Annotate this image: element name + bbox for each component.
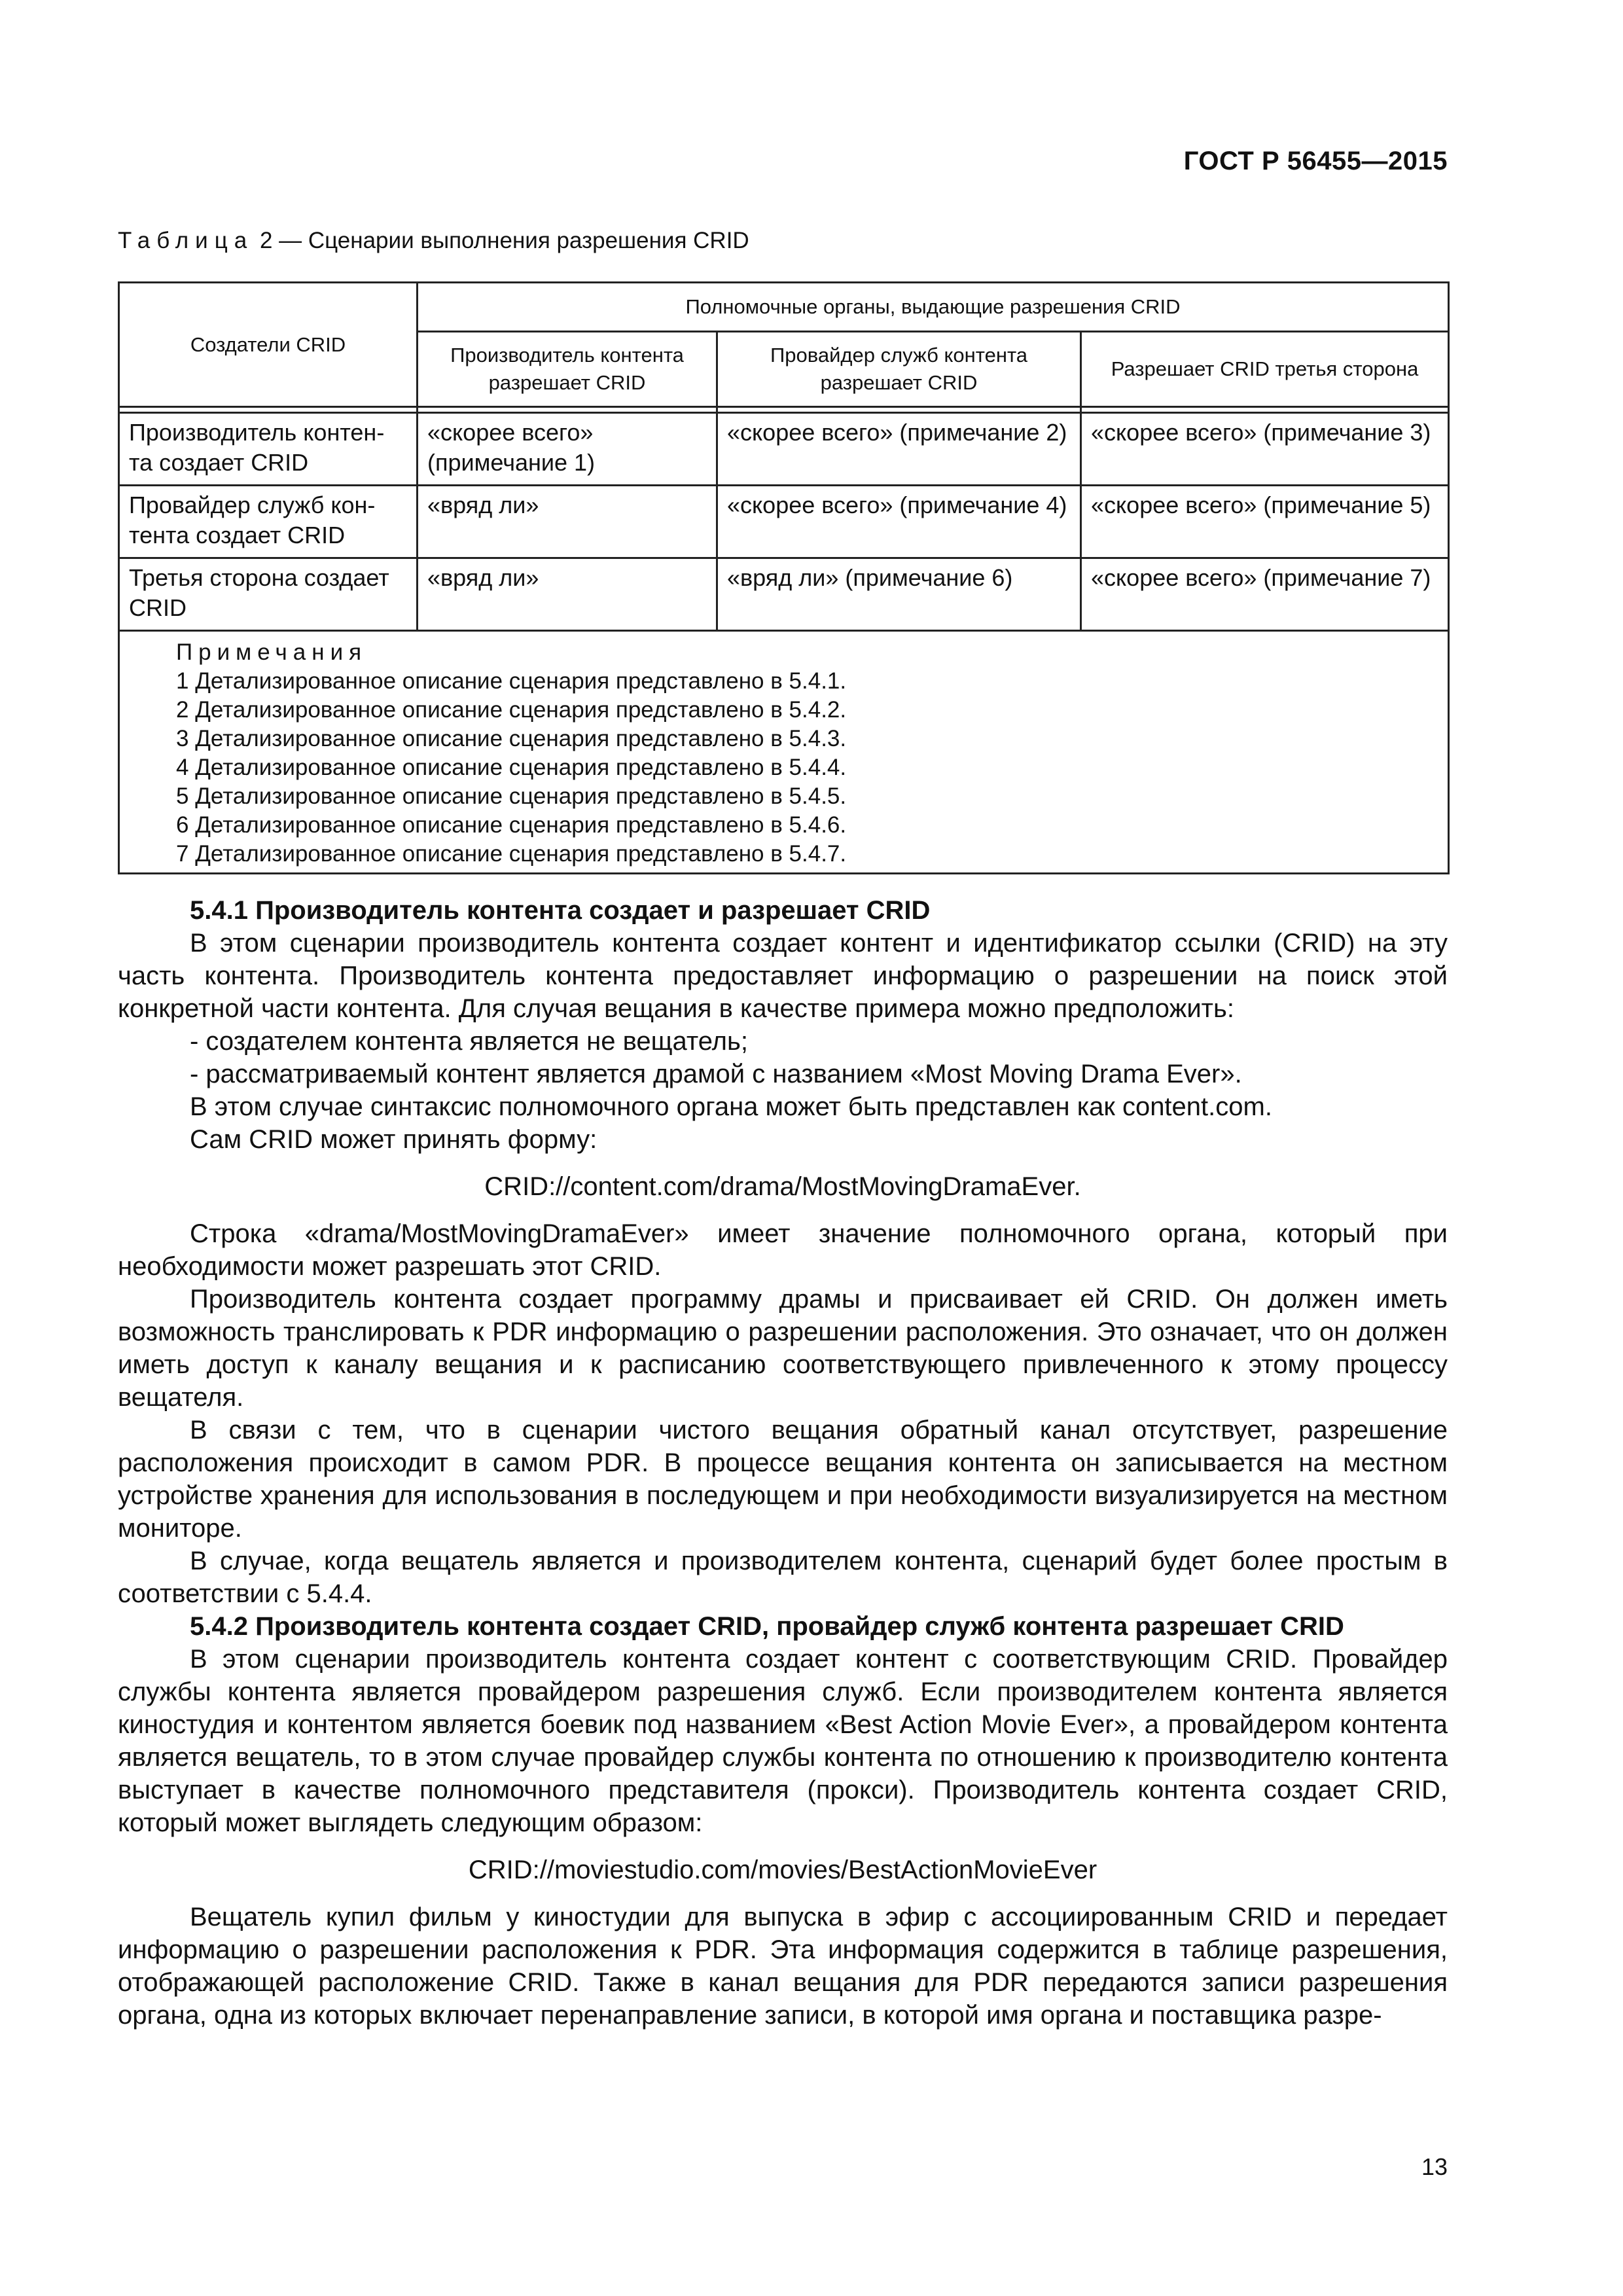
note-item: 4 Детализированное описание сценария представлено в 5.4.4. (176, 755, 847, 780)
paragraph: Сам CRID может принять форму: (190, 1125, 597, 1154)
header-authorities: Полномочные органы, выдающие разрешения CRID (418, 283, 1449, 332)
row-creator (119, 558, 418, 631)
crid-example-formula: CRID://moviestudio.com/movies/BestActionMovieEver (468, 1856, 1097, 1884)
note-item: 1 Детализированное описание сценария представлено в 5.4.1. (176, 668, 847, 694)
paragraph: В связи с тем, что в сценарии чистого вещания обратный канал отсутствует, разрешение расположения происходит в самом PDR. В процессе вещания контента он записывается на местном устройстве хранения для использования в последующем и при необходимости визуализируется на местном мониторе. (118, 1416, 1448, 1543)
table-header-separator (119, 407, 1449, 413)
table-caption (118, 228, 749, 254)
section-heading-5-4-2: 5.4.2 Производитель контента создает CRID, провайдер служб контента разрешает CRID (190, 1612, 1344, 1641)
paragraph: Вещатель купил фильм у киностудии для выпуска в эфир с ассоциированным CRID и передает информацию о разрешении расположения к PDR. Эта информация содержится в таблице разрешения, отображающей расположение CRID. Также в канал вещания для PDR передаются записи разрешения органа, одна из которых включает перенаправление записи, в которой имя органа и поставщика разре- (118, 1903, 1448, 2030)
row-creator-text: Производитель контен-та создает CRID (129, 419, 385, 476)
table-cell: «вряд ли» (примечание 6) (717, 558, 1081, 631)
table-cell: «скорее всего» (примечание 4) (717, 486, 1081, 558)
table-cell: «скорее всего» (примечание 5) (1081, 486, 1449, 558)
table-notes (119, 631, 1449, 874)
crid-scenarios-table (118, 281, 1450, 874)
table-row (119, 558, 1449, 631)
note-item: 5 Детализированное описание сценария представлено в 5.4.5. (176, 783, 847, 809)
section-heading-5-4-1: 5.4.1 Производитель контента создает и разрешает CRID (190, 896, 931, 925)
body-text (118, 894, 1448, 2032)
notes-title: Примечания (176, 639, 368, 665)
paragraph: В этом случае синтаксис полномочного органа может быть представлен как content.com. (190, 1092, 1272, 1121)
list-item: - создателем контента является не вещатель; (190, 1027, 748, 1056)
header-producer-resolves: Производитель контента разрешает CRID (418, 332, 717, 407)
page-number: 13 (1421, 2153, 1448, 2180)
header-creators: Создатели CRID (119, 283, 418, 407)
paragraph: Производитель контента создает программу драмы и присваивает ей CRID. Он должен иметь возможность транслировать к PDR информацию о разрешении расположения. Это означает, что он должен иметь доступ к каналу вещания и к расписанию соответствующего привлеченного к этому процессу вещателя. (118, 1285, 1448, 1412)
row-creator-text: Третья сторона создает CRID (129, 564, 389, 621)
paragraph: В этом сценарии производитель контента создает контент и идентификатор ссылки (CRID) на эту часть контента. Производитель контента предоставляет информацию о разрешении на поиск этой конкретной части контента. Для случая вещания в качестве примера можно предположить: (118, 929, 1448, 1023)
header-provider-resolves: Провайдер служб контента разрешает CRID (717, 332, 1081, 407)
paragraph: В этом сценарии производитель контента создает контент с соответствующим CRID. Провайдер службы контента является провайдером разрешения служб. Если производителем контента является киностудия и контентом является боевик под названием «Best Action Movie Ever», а провайдером контента является вещатель, то в этом случае провайдер службы контента по отношению к производителю контента выступает в качестве полномочного представителя (прокси). Производитель контента создает CRID, который может выглядеть следующим образом: (118, 1645, 1448, 1837)
table-row (119, 486, 1449, 558)
table-row (119, 413, 1449, 486)
paragraph: В случае, когда вещатель является и производителем контента, сценарий будет более простым в соответствии с 5.4.4. (118, 1547, 1448, 1608)
paragraph: Строка «drama/MostMovingDramaEver» имеет значение полномочного органа, который при необходимости может разрешать этот CRID. (118, 1219, 1448, 1281)
table-caption-title: 2 — Сценарии выполнения разрешения CRID (253, 228, 749, 253)
row-creator (119, 413, 418, 486)
table-notes-row (119, 631, 1449, 874)
list-item: - рассматриваемый контент является драмой с названием «Most Moving Drama Ever». (190, 1060, 1242, 1088)
table-cell: «скорее всего» (примечание 3) (1081, 413, 1449, 486)
row-creator (119, 486, 418, 558)
row-creator-text: Провайдер служб кон-тента создает CRID (129, 492, 376, 548)
header-third-party-resolves: Разрешает CRID третья сторона (1081, 332, 1449, 407)
standard-number: ГОСТ Р 56455—2015 (1183, 147, 1448, 175)
note-item: 2 Детализированное описание сценария представлено в 5.4.2. (176, 697, 847, 723)
table-cell: «скорее всего» (примечание 7) (1081, 558, 1449, 631)
crid-example-formula: CRID://content.com/drama/MostMovingDramaEver. (484, 1172, 1081, 1201)
table-caption-word: Таблица (118, 228, 254, 253)
note-item: 7 Детализированное описание сценария представлено в 5.4.7. (176, 841, 847, 867)
table-cell: «вряд ли» (418, 486, 717, 558)
note-item: 3 Детализированное описание сценария представлено в 5.4.3. (176, 726, 847, 751)
table-cell: «скорее всего» (примечание 2) (717, 413, 1081, 486)
table-cell: «вряд ли» (418, 558, 717, 631)
table-cell: «скорее всего» (примечание 1) (418, 413, 717, 486)
note-item: 6 Детализированное описание сценария представлено в 5.4.6. (176, 812, 847, 838)
